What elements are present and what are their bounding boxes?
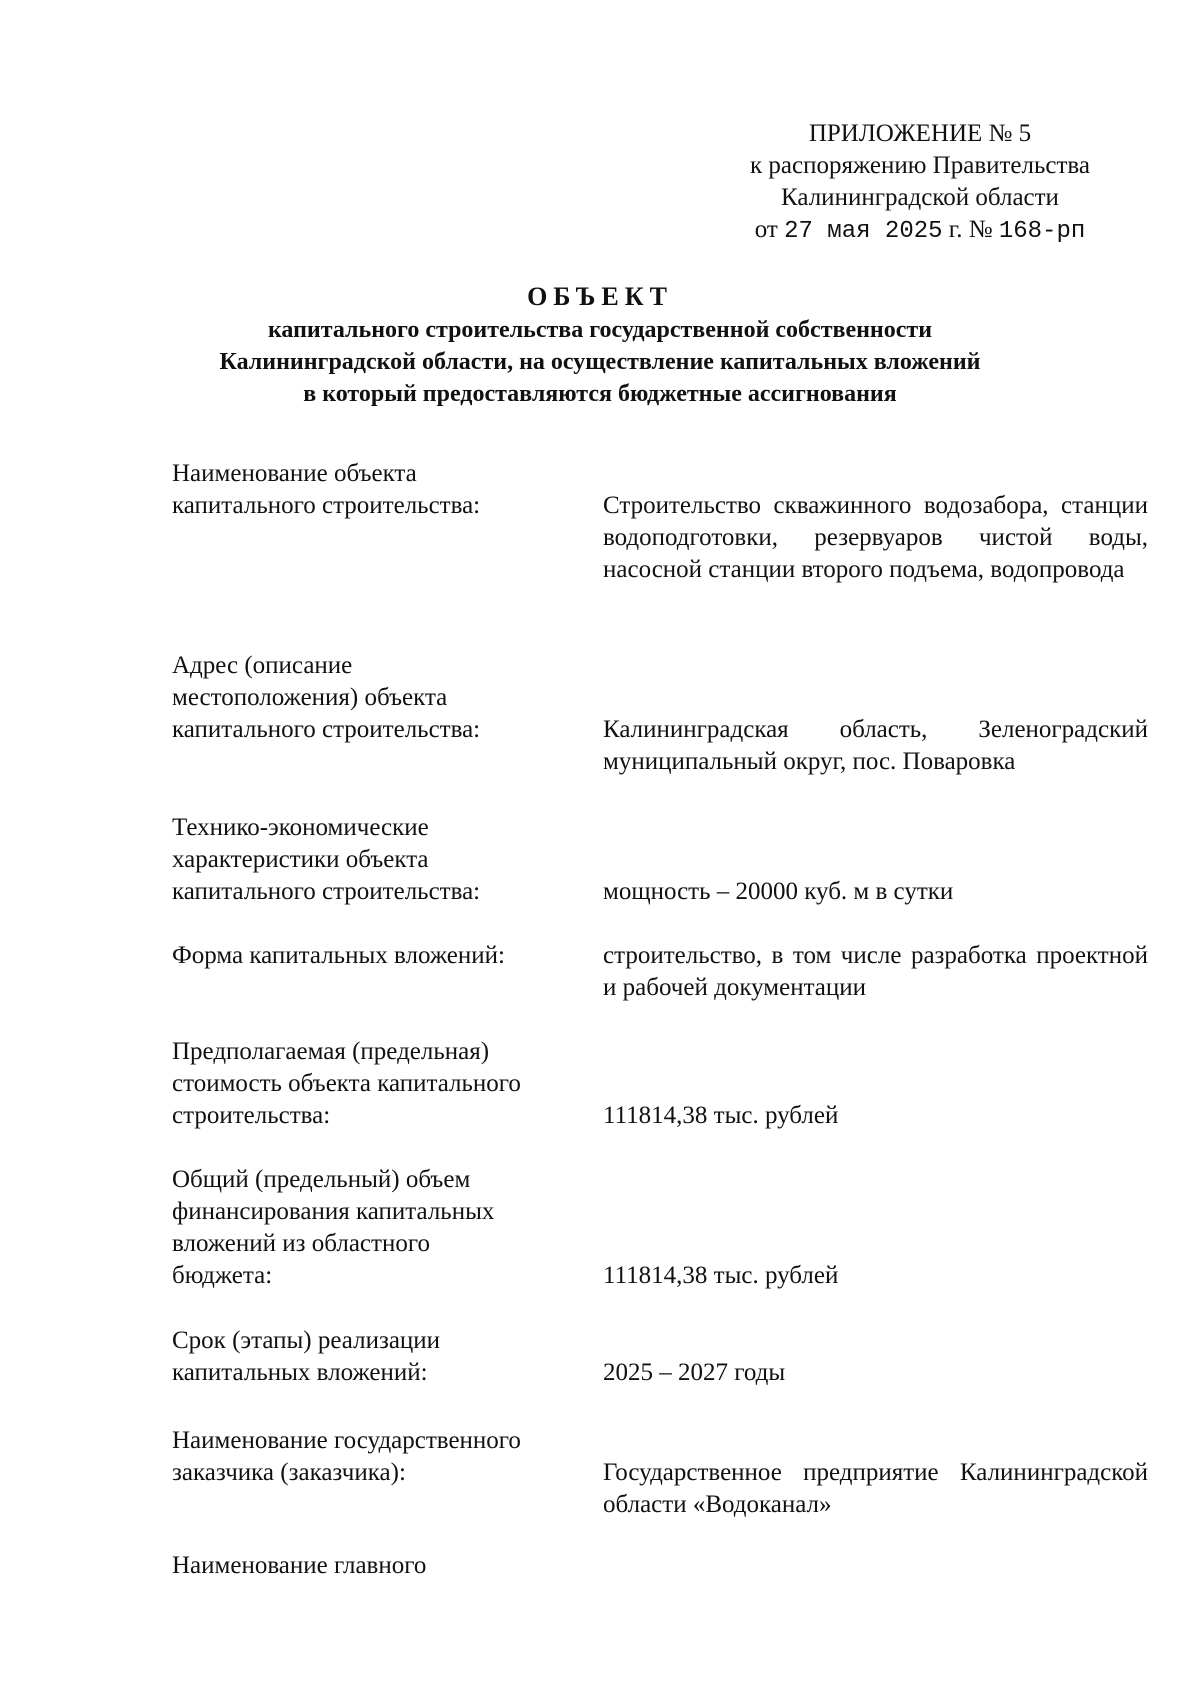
field-label [172,812,592,908]
title-line-2: Калининградской области, на осуществление капитальных вложений [219,349,981,375]
field-label [172,650,592,746]
field-label [172,1164,592,1292]
label-line: Адрес (описание [172,652,353,679]
field-label [172,1425,592,1489]
field-label [172,940,592,972]
label-line: капитального строительства: [172,492,481,519]
appendix-date-line [710,214,1130,248]
appendix-title: ПРИЛОЖЕНИЕ № 5 [808,120,1032,147]
label-line: строительства: [172,1102,331,1129]
label-line: Наименование главного [172,1552,427,1579]
label-line: Наименование объекта [172,460,417,487]
title-line-1: капитального строительства государственной собственности [267,317,933,343]
field-value: строительство, в том числе разработка проектной и рабочей документации [603,942,1148,1001]
label-line: Предполагаемая (предельная) [172,1038,490,1065]
field-label [172,1325,592,1389]
field-label [172,1550,592,1582]
date-prefix: от [754,216,778,243]
field-value: Государственное предприятие Калининградской области «Водоканал» [603,1459,1148,1518]
field-value: Строительство скважинного водозабора, станции водоподготовки, резервуаров чистой воды, насосной станции второго подъема, водопровода [603,492,1148,583]
field-value: 2025 – 2027 годы [603,1359,786,1386]
field-label [172,1036,592,1132]
label-line: Срок (этапы) реализации [172,1327,441,1354]
title-main: ОБЪЕКТ [527,282,673,311]
label-line: заказчика (заказчика): [172,1459,406,1486]
label-line: вложений из областного [172,1230,430,1257]
field-label [172,458,592,522]
field-value: Калининградская область, Зеленоградский муниципальный округ, пос. Поваровка [603,716,1148,775]
date-value: 27 мая 2025 [784,218,943,245]
date-suffix: г. № [948,216,993,243]
label-line: финансирования капитальных [172,1198,495,1225]
label-line: Форма капитальных вложений: [172,942,505,969]
label-line: бюджета: [172,1262,273,1289]
field-value: 111814,38 тыс. рублей [603,1262,839,1289]
label-line: Наименование государственного [172,1427,521,1454]
appendix-line-3: Калининградской области [781,184,1059,211]
order-number: 168-рп [998,218,1086,245]
label-line: стоимость объекта капитального [172,1070,521,1097]
label-line: капитального строительства: [172,716,481,743]
appendix-header [710,118,1130,248]
appendix-line-2: к распоряжению Правительства [749,152,1090,179]
field-value: мощность – 20000 куб. м в сутки [603,878,954,905]
document-title [0,280,1200,410]
title-line-3: в который предоставляются бюджетные ассигнования [303,381,897,407]
label-line: капитальных вложений: [172,1359,428,1386]
label-line: Общий (предельный) объем [172,1166,471,1193]
label-line: местоположения) объекта [172,684,448,711]
label-line: Технико-экономические [172,814,429,841]
label-line: характеристики объекта [172,846,429,873]
label-line: капитального строительства: [172,878,481,905]
field-value: 111814,38 тыс. рублей [603,1102,839,1129]
